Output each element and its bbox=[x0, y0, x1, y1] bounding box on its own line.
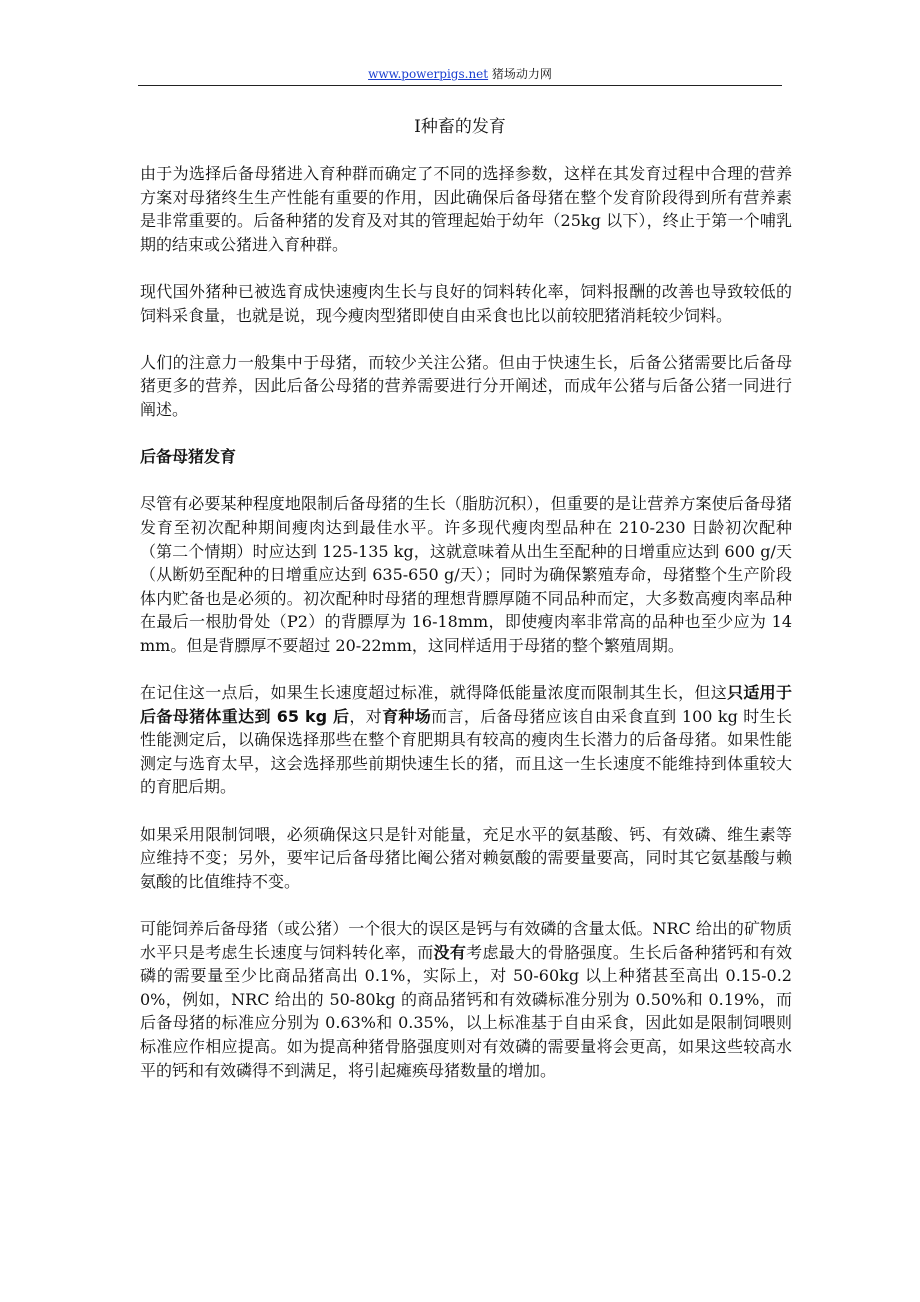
paragraph-5 bbox=[140, 681, 792, 799]
paragraph-1: 由于为选择后备母猪进入育种群而确定了不同的选择参数，这样在其发育过程中合理的营养方案对母猪终生生产性能有重要的作用，因此确保后备母猪在整个发育阶段得到所有营养素是非常重要的。后备种猪的发育及对其的管理起始于幼年（25kg 以下），终止于第一个哺乳期的结束或公猪进入育种群。 bbox=[140, 164, 792, 254]
p7-text-a: 可能饲养后备母猪（或公猪）一个很大的误区是钙与有效磷的含量太低。NRC 给出的矿物质水平只是考虑生长速度与饲料转化率，而 bbox=[140, 919, 792, 962]
document-body bbox=[140, 162, 792, 1106]
header-divider bbox=[138, 85, 782, 86]
paragraph-7 bbox=[140, 917, 792, 1082]
p7-text-c: 考虑最大的骨胳强度。生长后备种猪钙和有效磷的需要量至少比商品猪高出 0.1%，实际上，对 50-60kg 以上种猪甚至高出 0.15-0.20%，例如，NRC 给出的 50-80kg 的商品猪钙和有效磷标准分别为 0.50%和 0.19%，而后备母猪的标准应分别为 0.63%和 0.35%，以上标准基于自由采食，因此如是限制饲喂则标准应作相应提高。如为提高种猪骨胳强度则对有效磷的需要量将会更高，如果这些较高水平的钙和有效磷得不到满足，将引起瘫痪母猪数量的增加。 bbox=[140, 942, 792, 1080]
site-name: 猪场动力网 bbox=[488, 67, 552, 81]
paragraph-3: 人们的注意力一般集中于母猪，而较少关注公猪。但由于快速生长，后备公猪需要比后备母猪更多的营养，因此后备公母猪的营养需要进行分开阐述，而成年公猪与后备公猪一同进行阐述。 bbox=[140, 352, 792, 419]
page-header bbox=[138, 66, 782, 82]
paragraph-4: 尽管有必要某种程度地限制后备母猪的生长（脂肪沉积），但重要的是让营养方案使后备母猪发育至初次配种期间瘦肉达到最佳水平。许多现代瘦肉型品种在 210-230 日龄初次配种（第二个情期）时应达到 125-135 kg，这就意味着从出生至配种的日增重应达到 600 g/天（从断奶至配种的日增重应达到 635-650 g/天）；同时为确保繁殖寿命，母猪整个生产阶段体内贮备也是必须的。初次配种时母猪的理想背膘厚随不同品种而定，大多数高瘦肉率品种在最后一根肋骨处（P2）的背膘厚为 16-18mm，即使瘦肉率非常高的品种也至少应为 14mm。但是背膘厚不要超过 20-22mm，这同样适用于母猪的整个繁殖周期。 bbox=[140, 494, 792, 655]
p5-bold-farm: 育种场 bbox=[382, 706, 432, 726]
p5-text-c: ，对 bbox=[349, 706, 383, 726]
page-title: Ⅰ种畜的发育 bbox=[414, 117, 506, 137]
section-heading: 后备母猪发育 bbox=[140, 447, 237, 467]
paragraph-2: 现代国外猪种已被选育成快速瘦肉生长与良好的饲料转化率，饲料报酬的改善也导致较低的饲料采食量，也就是说，现今瘦肉型猪即使自由采食也比以前较肥猪消耗较少饲料。 bbox=[140, 281, 792, 325]
website-link[interactable]: www.powerpigs.net bbox=[368, 67, 489, 81]
p7-bold-not: 没有 bbox=[433, 942, 467, 962]
p5-text-e: 而言，后备母猪应该自由采食直到 100 kg 时生长性能测定后，以确保选择那些在整个育肥期具有较高的瘦肉生长潜力的后备母猪。如果性能测定与选育太早，这会选择那些前期快速生长的猪，而且这一生长速度不能维持到体重较大的育肥后期。 bbox=[140, 706, 792, 797]
paragraph-6: 如果采用限制饲喂，必须确保这只是针对能量，充足水平的氨基酸、钙、有效磷、维生素等应维持不变；另外，要牢记后备母猪比阉公猪对赖氨酸的需要量要高，同时其它氨基酸与赖氨酸的比值维持不变。 bbox=[140, 824, 792, 891]
p5-bold-weight: 只适用于后备母猪体重达到 65 kg 后 bbox=[140, 683, 792, 726]
p5-text-a: 在记住这一点后，如果生长速度超过标准，就得降低能量浓度而限制其生长，但这 bbox=[140, 683, 728, 703]
